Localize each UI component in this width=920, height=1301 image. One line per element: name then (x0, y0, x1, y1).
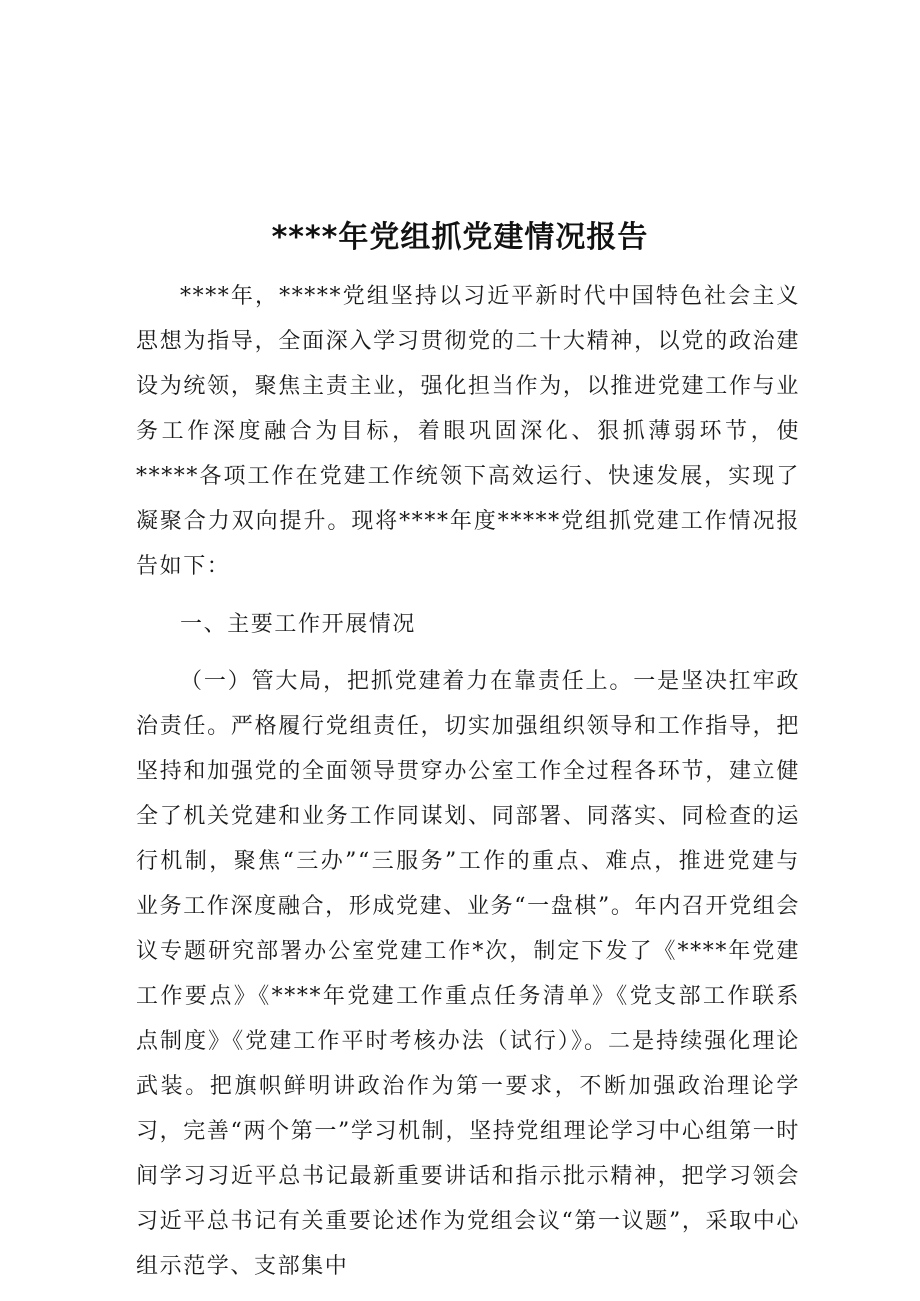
document-body (136, 274, 800, 1289)
document-title: ****年党组抓党建情况报告 (271, 220, 649, 255)
section-heading: 一、主要工作开展情况 (180, 612, 417, 637)
section-1-paragraph: （一）管大局，把抓党建着力在靠责任上。一是坚决扛牢政治责任。严格履行党组责任，切实加强组织领导和工作指导，把坚持和加强党的全面领导贯穿办公室工作全过程各环节，建立健全了机关党建和业务工作同谋划、同部署、同落实、同检查的运行机制，聚焦“三办”“三服务”工作的重点、难点，推进党建与业务工作深度融合，形成党建、业务“一盘棋”。年内召开党组会议专题研究部署办公室党建工作*次，制定下发了《****年党建工作要点》《****年党建工作重点任务清单》《党支部工作联系点制度》《党建工作平时考核办法（试行）》。二是持续强化理论武装。把旗帜鲜明讲政治作为第一要求，不断加强政治理论学习，完善“两个第一”学习机制，坚持党组理论学习中心组第一时间学习习近平总书记最新重要讲话和指示批示精神，把学习领会习近平总书记有关重要论述作为党组会议“第一议题”，采取中心组示范学、支部集中 (136, 669, 800, 1279)
intro-paragraph: ****年，*****党组坚持以习近平新时代中国特色社会主义思想为指导，全面深入学习贯彻党的二十大精神，以党的政治建设为统领，聚焦主责主业，强化担当作为，以推进党建工作与业务工作深度融合为目标，着眼巩固深化、狠抓薄弱环节，使*****各项工作在党建工作统领下高效运行、快速发展，实现了凝聚合力双向提升。现将****年度*****党组抓党建工作情况报告如下： (136, 284, 800, 579)
